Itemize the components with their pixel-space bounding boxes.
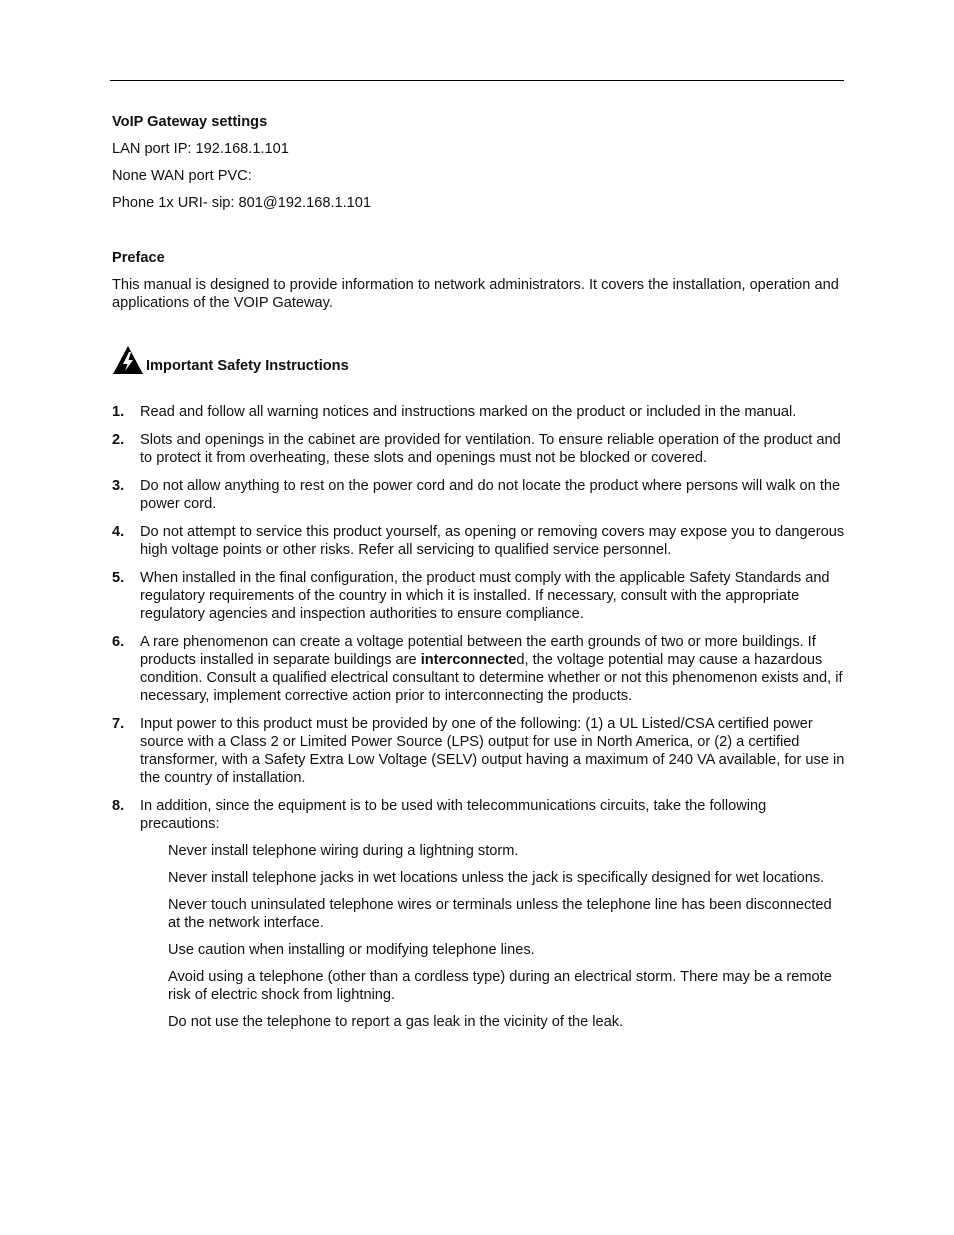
gateway-wan-pvc: None WAN port PVC: <box>112 168 252 184</box>
gateway-lan-ip: LAN port IP: 192.168.1.101 <box>112 141 289 157</box>
item-text: Read and follow all warning notices and instructions marked on the product or included in the manual. <box>140 404 797 420</box>
preface-heading: Preface <box>112 250 165 266</box>
item-number: 8. <box>112 798 125 814</box>
list-item <box>112 403 847 421</box>
list-item <box>112 477 847 513</box>
list-item <box>112 715 847 787</box>
item-number: 1. <box>112 404 125 420</box>
item-text-bold: interconnecte <box>420 652 517 668</box>
gateway-heading: VoIP Gateway settings <box>112 114 268 130</box>
safety-list <box>112 403 847 1031</box>
list-item <box>112 431 847 467</box>
item-text: Do not allow anything to rest on the power cord and do not locate the product where persons will walk on the power cord. <box>140 478 841 512</box>
gateway-phone-uri: Phone 1x URI- sip: 801@192.168.1.101 <box>112 195 372 211</box>
item-text: Input power to this product must be provided by one of the following: (1) a UL Listed/CSA certified power source with a Class 2 or Limited Power Source (LPS) output for use in North America, or (2) a certified transformer, with a Safety Extra Low Voltage (SELV) output having a maximum of 240 VA available, for use in the country of installation. <box>140 716 845 786</box>
precaution-item: Never install telephone jacks in wet locations unless the jack is specifically designed for wet locations. <box>168 870 825 886</box>
page-content <box>112 113 847 1031</box>
safety-heading-row <box>112 345 847 375</box>
list-item <box>112 633 847 705</box>
item-number: 6. <box>112 634 125 650</box>
precaution-item: Never touch uninsulated telephone wires or terminals unless the telephone line has been disconnected at the network interface. <box>168 897 832 931</box>
precaution-item: Do not use the telephone to report a gas leak in the vicinity of the leak. <box>168 1014 624 1030</box>
item-number: 3. <box>112 478 125 494</box>
precaution-item: Never install telephone wiring during a lightning storm. <box>168 843 519 859</box>
header-rule <box>110 80 844 81</box>
item-number: 4. <box>112 524 125 540</box>
precaution-item: Use caution when installing or modifying telephone lines. <box>168 942 535 958</box>
item-number: 7. <box>112 716 125 732</box>
safety-heading: Important Safety Instructions <box>146 358 349 374</box>
warning-triangle-icon <box>112 345 144 375</box>
list-item <box>112 569 847 623</box>
item-text-part: A rare phenomenon can create a voltage potential between the earth grounds of two or more buildings. If products installed in separate buildings are <box>140 634 816 668</box>
list-item <box>112 797 847 833</box>
precaution-item: Avoid using a telephone (other than a cordless type) during an electrical storm. There may be a remote risk of electric shock from lightning. <box>168 969 832 1003</box>
item-text: In addition, since the equipment is to be used with telecommunications circuits, take the following precautions: <box>140 798 767 832</box>
item-text: When installed in the final configuration, the product must comply with the applicable Safety Standards and regulatory requirements of the country in which it is installed. If necessary, consult with the appropriate regulatory agencies and inspection authorities to ensure compliance. <box>140 570 830 622</box>
item-number: 5. <box>112 570 125 586</box>
item-text <box>140 633 847 705</box>
item-text: Do not attempt to service this product yourself, as opening or removing covers may expose you to dangerous high voltage points or other risks. Refer all servicing to qualified service personnel. <box>140 524 845 558</box>
item-text: Slots and openings in the cabinet are provided for ventilation. To ensure reliable operation of the product and to protect it from overheating, these slots and openings must not be blocked or covered. <box>140 432 841 466</box>
item-number: 2. <box>112 432 125 448</box>
list-item <box>112 523 847 559</box>
preface-text: This manual is designed to provide information to network administrators. It covers the installation, operation and applications of the VOIP Gateway. <box>112 277 839 311</box>
item-text-part: d, the voltage potential may cause a hazardous condition. Consult a qualified electrical consultant to determine whether or not this phenomenon exists and, if necessary, implement corrective action prior to interconnecting the products. <box>140 652 843 704</box>
